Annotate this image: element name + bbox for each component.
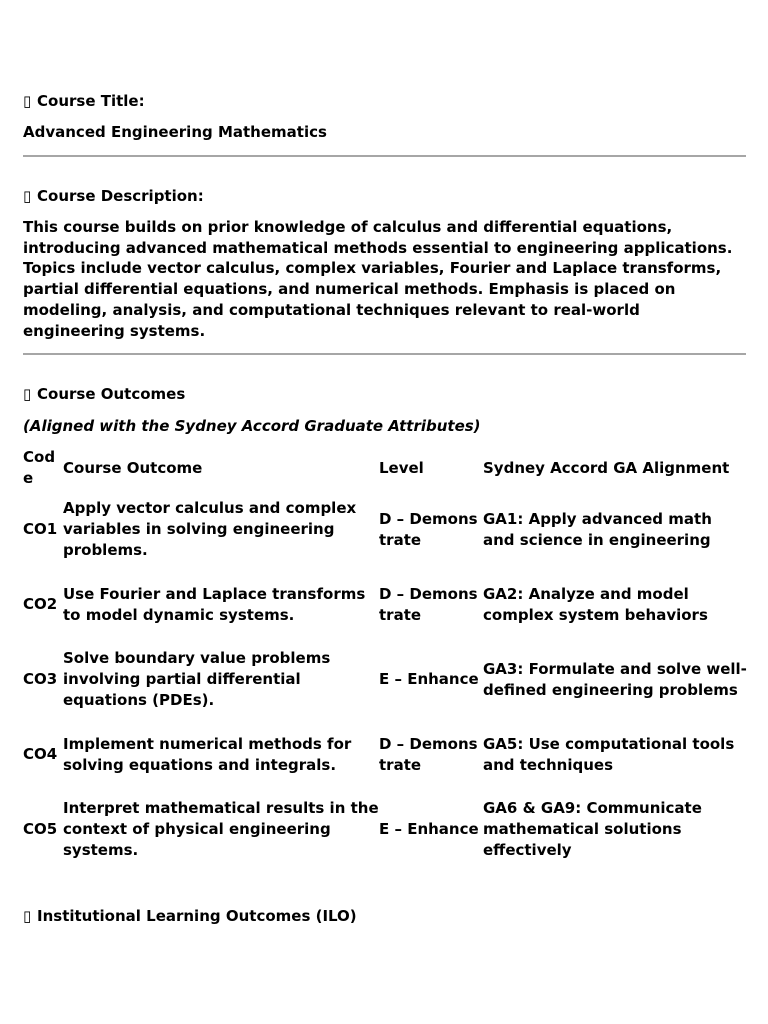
table-row — [23, 642, 748, 717]
column-header-ga: Sydney Accord GA Alignment — [483, 458, 730, 477]
row-level: D – Demonstrate — [379, 734, 478, 774]
ilo-heading — [23, 906, 357, 926]
column-header-outcome: Course Outcome — [63, 458, 203, 477]
row-outcome: Solve boundary value problems involving partial differential equations (PDEs). — [63, 649, 331, 709]
column-header-level: Level — [379, 458, 424, 477]
table-row — [23, 567, 748, 642]
row-outcome: Implement numerical methods for solving equations and integrals. — [63, 734, 352, 774]
table-row — [23, 792, 748, 867]
table-row — [23, 492, 748, 567]
tofu-glyph-icon: ▯ — [23, 187, 32, 205]
row-level: E – Enhance — [379, 820, 479, 839]
course-outcomes-subtitle: (Aligned with the Sydney Accord Graduate Attributes) — [23, 417, 481, 435]
course-outcomes-table — [23, 446, 748, 867]
course-description-text: This course builds on prior knowledge of calculus and differential equations, introducing advanced mathematical methods essential to engineering applications. Topics include vector calculus, complex variables, Fourier and Laplace transforms, partial differential equations, and numerical methods. Emphasis is placed on modeling, analysis, and computational techniques relevant to real-world engineering systems. — [23, 218, 733, 340]
tofu-glyph-icon: ▯ — [23, 907, 32, 925]
row-code: CO5 — [23, 820, 58, 839]
row-ga: GA5: Use computational tools and techniques — [483, 734, 735, 774]
course-outcomes-label: Course Outcomes — [37, 385, 186, 403]
row-level: D – Demonstrate — [379, 584, 478, 624]
tofu-glyph-icon: ▯ — [23, 385, 32, 403]
course-description-heading — [23, 186, 204, 206]
row-outcome: Use Fourier and Laplace transforms to model dynamic systems. — [63, 584, 366, 624]
row-code: CO1 — [23, 520, 58, 539]
column-header-code: Code — [23, 448, 56, 487]
row-code: CO3 — [23, 670, 58, 689]
row-outcome: Apply vector calculus and complex variables in solving engineering problems. — [63, 499, 357, 559]
row-ga: GA3: Formulate and solve well-defined engineering problems — [483, 659, 747, 699]
course-outcomes-heading — [23, 384, 185, 404]
row-code: CO4 — [23, 745, 58, 764]
table-row — [23, 717, 748, 792]
row-outcome: Interpret mathematical results in the context of physical engineering systems. — [63, 799, 379, 859]
table-header-row — [23, 446, 748, 492]
row-code: CO2 — [23, 595, 58, 614]
ilo-label: Institutional Learning Outcomes (ILO) — [37, 907, 357, 925]
row-ga: GA6 & GA9: Communicate mathematical solutions effectively — [483, 799, 702, 859]
course-title-value: Advanced Engineering Mathematics — [23, 123, 327, 141]
course-title-heading — [23, 91, 145, 111]
row-ga: GA2: Analyze and model complex system behaviors — [483, 584, 708, 624]
row-level: D – Demonstrate — [379, 509, 478, 549]
section-divider — [23, 155, 746, 157]
course-title-label: Course Title: — [37, 92, 145, 110]
row-ga: GA1: Apply advanced math and science in engineering — [483, 509, 712, 549]
section-divider — [23, 353, 746, 355]
tofu-glyph-icon: ▯ — [23, 92, 32, 110]
course-description-label: Course Description: — [37, 187, 204, 205]
row-level: E – Enhance — [379, 670, 479, 689]
